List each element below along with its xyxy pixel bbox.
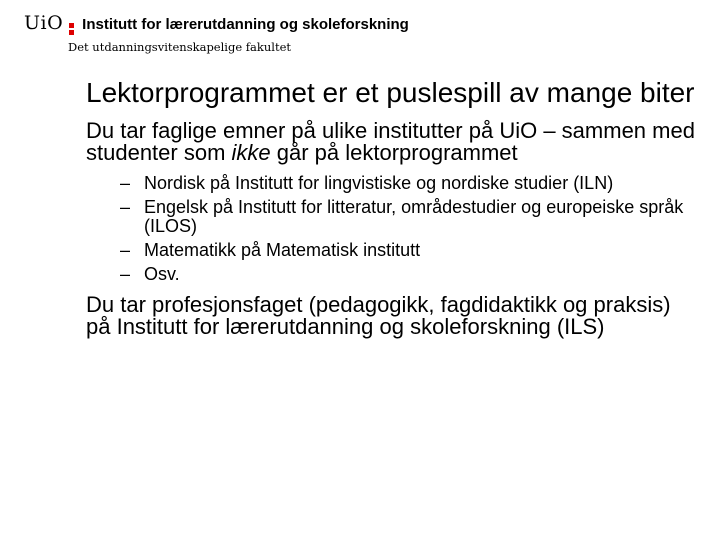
dash-bullet-icon: – [120, 264, 131, 284]
list-item [86, 265, 696, 284]
institute-list [86, 174, 696, 284]
list-item-text: Nordisk på Institutt for lingvistiske og nordiske studier (ILN) [144, 173, 614, 193]
list-item-text: Matematikk på Matematisk institutt [144, 240, 421, 260]
dash-bullet-icon: – [120, 240, 131, 260]
uio-colon-icon [69, 23, 74, 35]
dash-bullet-icon: – [120, 197, 131, 217]
paragraph-profesjonsfaget: Du tar profesjonsfaget (pedagogikk, fagdidaktikk og praksis) på Institutt for lærerutdanning og skoleforskning (ILS) [86, 292, 671, 339]
list-item-text: Engelsk på Institutt for litteratur, områdestudier og europeiske språk (ILOS) [144, 197, 684, 236]
logo-row [24, 12, 409, 36]
paragraph-faglige-emner [86, 120, 696, 164]
slide-content [86, 76, 696, 338]
dash-bullet-icon: – [120, 173, 131, 193]
list-item [86, 174, 696, 193]
faculty-name: Det utdanningsvitenskapelige fakultet [68, 40, 292, 54]
list-item [86, 198, 696, 236]
paragraph-text: Du tar faglige emner på ulike institutter på UiO – sammen med studenter som [86, 118, 695, 165]
header [24, 12, 409, 54]
uio-logo: UiO [24, 12, 64, 34]
list-item-text: Osv. [144, 264, 180, 284]
slide-title: Lektorprogrammet er et puslespill av mange biter [86, 77, 695, 108]
institute-name: Institutt for lærerutdanning og skoleforskning [82, 16, 409, 33]
paragraph-text: går på lektorprogrammet [270, 140, 518, 165]
list-item [86, 241, 696, 260]
emphasis-text: ikke [231, 140, 271, 165]
